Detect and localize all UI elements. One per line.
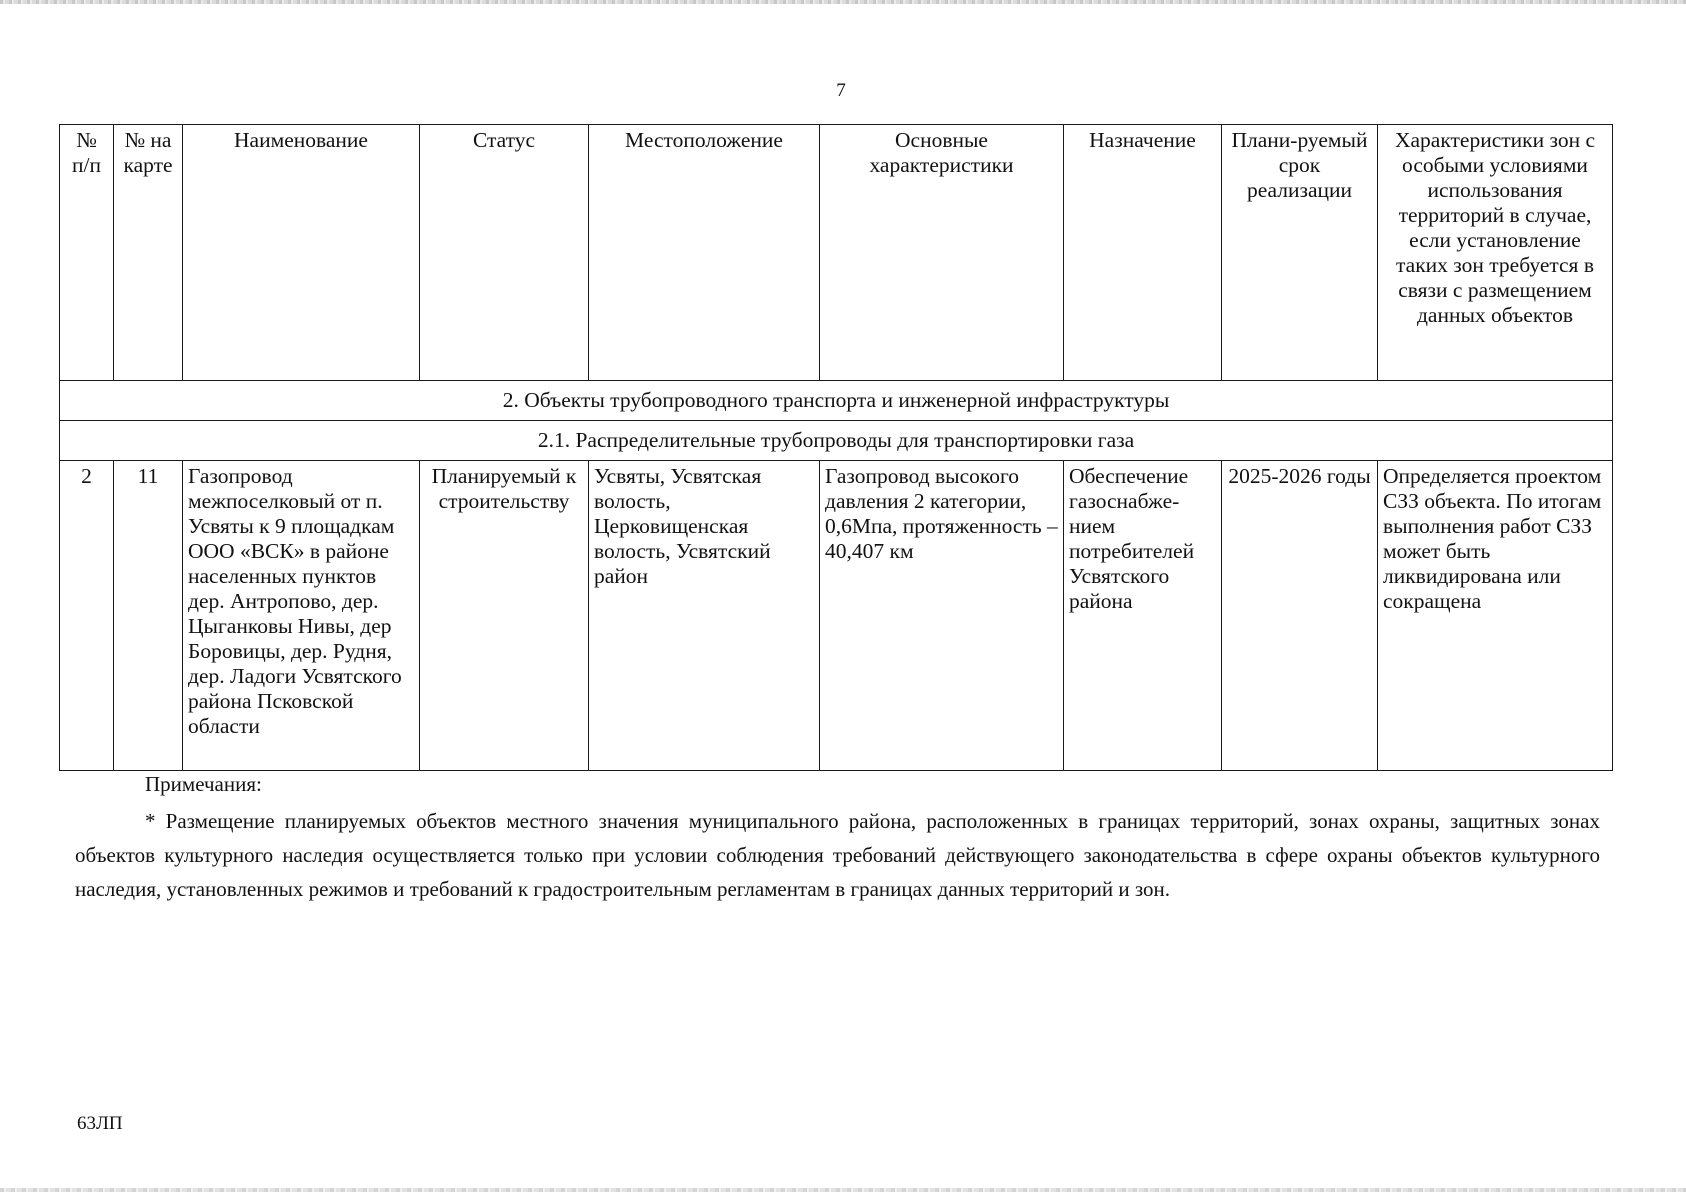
page-number: 7 [836,80,846,101]
section-row [60,381,1613,421]
cell-status: Планируемый к строительству [420,461,589,771]
cell-term: 2025-2026 годы [1222,461,1378,771]
table-header-row [60,125,1613,381]
subsection-row [60,421,1613,461]
scan-edge-top [0,0,1686,4]
document-code: 63ЛП [77,1113,123,1134]
planned-objects-table [59,124,1613,771]
cell-location: Усвяты, Усвятская волость, Церковищенская волость, Усвятский район [589,461,820,771]
notes-block [75,770,1600,906]
subsection-title: 2.1. Распределительные трубопроводы для транспортировки газа [60,421,1613,461]
header-status: Статус [420,125,589,381]
header-name: Наименование [183,125,420,381]
scan-edge-bottom [0,1188,1686,1192]
cell-characteristics: Газопровод высокого давления 2 категории, 0,6Мпа, протяженность – 40,407 км [820,461,1064,771]
notes-title: Примечания: [145,772,262,796]
header-zones: Характеристики зон с особыми условиями использования территорий в случае, если установление таких зон требуется в связи с размещением данных объектов [1378,125,1613,381]
header-term: Плани-руемый срок реализации [1222,125,1378,381]
notes-text: * Размещение планируемых объектов местного значения муниципального района, расположенных в границах территорий, зонах охраны, защитных зонах объектов культурного наследия осуществляется только при условии соблюдения требований действующего законодательства в сфере охраны объектов культурного наследия, установленных режимов и требований к градостроительным регламентам в границах данных территорий и зон. [75,809,1600,901]
cell-num: 2 [60,461,114,771]
table-row [60,461,1613,771]
header-location: Местоположение [589,125,820,381]
header-map-num: № на карте [114,125,183,381]
header-characteristics: Основные характеристики [820,125,1064,381]
section-title: 2. Объекты трубопроводного транспорта и инженерной инфраструктуры [60,381,1613,421]
cell-purpose: Обеспечение газоснабже-нием потребителей Усвятского района [1064,461,1222,771]
header-purpose: Назначение [1064,125,1222,381]
cell-zones: Определяется проектом СЗЗ объекта. По итогам выполнения работ СЗЗ может быть ликвидирована или сокращена [1378,461,1613,771]
cell-name: Газопровод межпоселковый от п. Усвяты к 9 площадкам ООО «ВСК» в районе населенных пунктов дер. Антропово, дер. Цыганковы Нивы, дер Боровицы, дер. Рудня, дер. Ладоги Усвятского района Псковской области [183,461,420,771]
cell-map-num: 11 [114,461,183,771]
header-num: № п/п [60,125,114,381]
